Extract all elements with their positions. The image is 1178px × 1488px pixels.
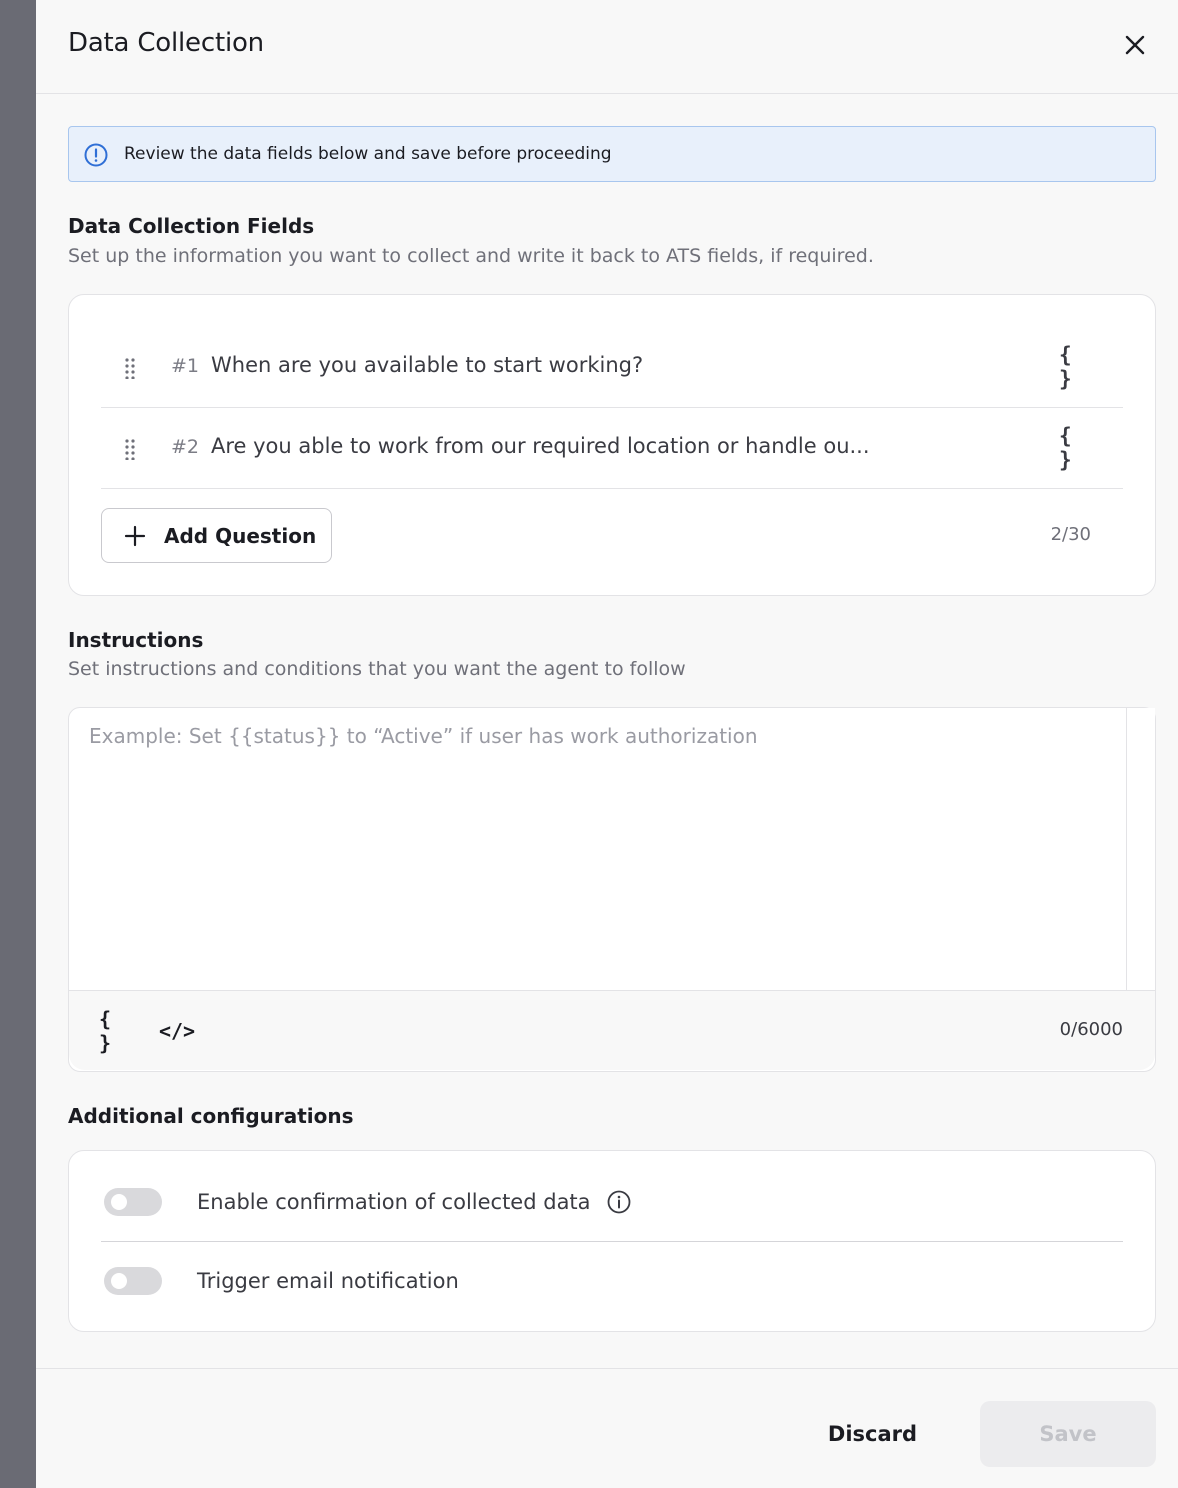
close-icon bbox=[1124, 34, 1146, 56]
instructions-description: Set instructions and conditions that you want the agent to follow bbox=[68, 658, 686, 680]
panel-title: Data Collection bbox=[68, 28, 264, 58]
add-question-button[interactable] bbox=[101, 508, 332, 563]
data-collection-panel bbox=[36, 0, 1178, 1488]
toggle-knob bbox=[111, 1273, 127, 1289]
modal-backdrop[interactable] bbox=[0, 0, 36, 1488]
panel-footer bbox=[36, 1368, 1178, 1488]
question-number: #1 bbox=[171, 355, 200, 377]
code-icon[interactable]: </> bbox=[158, 1019, 196, 1043]
confirmation-toggle[interactable] bbox=[104, 1188, 162, 1216]
variable-braces-icon[interactable]: { } bbox=[1059, 424, 1072, 472]
info-icon[interactable] bbox=[606, 1189, 632, 1215]
confirmation-toggle-row bbox=[101, 1164, 1123, 1242]
banner-message: Review the data fields below and save before proceeding bbox=[124, 144, 612, 164]
question-text: Are you able to work from our required location or handle ou... bbox=[211, 434, 870, 458]
add-question-label: Add Question bbox=[164, 524, 317, 548]
question-number: #2 bbox=[171, 436, 200, 458]
close-button[interactable] bbox=[1118, 28, 1152, 62]
questions-card bbox=[68, 294, 1156, 596]
data-collection-fields-title: Data Collection Fields bbox=[68, 214, 315, 238]
panel-header bbox=[36, 0, 1178, 94]
question-row[interactable] bbox=[101, 327, 1123, 408]
plus-icon bbox=[124, 525, 146, 547]
instructions-input[interactable] bbox=[87, 722, 1117, 982]
question-text: When are you available to start working? bbox=[211, 353, 644, 377]
insert-variable-icon[interactable]: { } bbox=[99, 1007, 112, 1055]
email-toggle-row bbox=[101, 1243, 1123, 1321]
drag-handle-icon[interactable] bbox=[123, 357, 137, 379]
data-collection-fields-description: Set up the information you want to collect and write it back to ATS fields, if required. bbox=[68, 245, 874, 267]
instructions-editor bbox=[68, 707, 1156, 1072]
email-notification-toggle[interactable] bbox=[104, 1267, 162, 1295]
question-count: 2/30 bbox=[1050, 524, 1091, 545]
save-button[interactable]: Save bbox=[980, 1401, 1156, 1467]
discard-button[interactable]: Discard bbox=[806, 1401, 939, 1467]
additional-configurations-card bbox=[68, 1150, 1156, 1332]
toggle-knob bbox=[111, 1194, 127, 1210]
editor-toolbar bbox=[69, 990, 1155, 1070]
confirmation-label: Enable confirmation of collected data bbox=[197, 1190, 591, 1214]
instructions-title: Instructions bbox=[68, 628, 204, 652]
email-notification-label: Trigger email notification bbox=[197, 1269, 459, 1293]
variable-braces-icon[interactable]: { } bbox=[1059, 343, 1072, 391]
editor-scrollbar[interactable] bbox=[1127, 708, 1155, 990]
additional-configurations-title: Additional configurations bbox=[68, 1104, 354, 1128]
drag-handle-icon[interactable] bbox=[123, 438, 137, 460]
info-banner bbox=[68, 126, 1156, 182]
question-row[interactable] bbox=[101, 408, 1123, 489]
character-count: 0/6000 bbox=[1059, 1019, 1123, 1040]
instructions-text-area bbox=[69, 708, 1127, 990]
info-circle-icon bbox=[83, 142, 109, 168]
